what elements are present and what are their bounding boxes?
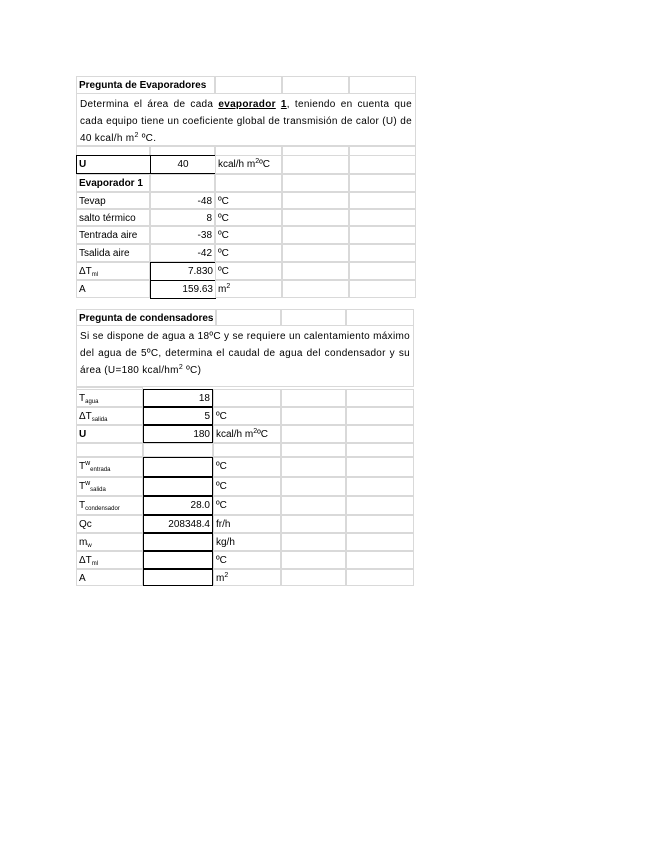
empty-cell[interactable]: [346, 389, 414, 407]
question-number: 1: [280, 99, 287, 110]
tw-salida-label: T: [79, 481, 86, 492]
empty-cell[interactable]: [281, 477, 346, 496]
empty-cell[interactable]: [213, 443, 281, 457]
cond-u-unit: kcal/h m: [216, 429, 254, 440]
empty-cell[interactable]: [349, 262, 416, 280]
tagua-subscript: agua: [85, 399, 99, 405]
tw-entrada-unit-cell[interactable]: [213, 457, 281, 477]
empty-cell[interactable]: [281, 457, 346, 477]
u-unit-end: ºC: [259, 159, 271, 170]
empty-cell[interactable]: [282, 226, 349, 244]
dtsalida-value: 5: [204, 411, 210, 422]
empty-cell[interactable]: [281, 496, 346, 515]
empty-cell[interactable]: [346, 425, 414, 443]
area-unit: m: [218, 284, 227, 295]
empty-cell[interactable]: [282, 192, 349, 209]
evaporador-1-cell[interactable]: [76, 174, 150, 192]
tentrada-unit: ºC: [218, 230, 229, 241]
mw-unit-cell[interactable]: [213, 533, 281, 551]
dtml-unit: ºC: [218, 266, 229, 277]
dtml-unit-cell[interactable]: [215, 262, 282, 280]
u-unit: kcal/h m: [218, 159, 256, 170]
tagua-label-cell[interactable]: [76, 389, 143, 407]
tw-entrada-label-cell[interactable]: [76, 457, 143, 477]
cond-u-unit-exponent: 2: [253, 428, 258, 435]
qc-label: Qc: [79, 519, 92, 530]
dtml-label: ΔT: [79, 266, 92, 277]
cond-dtml-unit: ºC: [216, 555, 227, 566]
mw-value-cell[interactable]: [143, 533, 213, 551]
tsalida-unit: ºC: [218, 248, 229, 259]
empty-cell[interactable]: [349, 155, 416, 174]
tw-entrada-unit: ºC: [216, 461, 227, 472]
cond-u-label: U: [79, 429, 87, 440]
tw-entrada-value-cell[interactable]: [143, 457, 213, 477]
empty-cell[interactable]: [346, 309, 414, 326]
empty-cell[interactable]: [282, 174, 349, 192]
empty-cell[interactable]: [349, 174, 416, 192]
salto-unit-cell[interactable]: [215, 209, 282, 226]
empty-cell[interactable]: [346, 443, 414, 457]
tcond-unit-cell[interactable]: [213, 496, 281, 515]
empty-cell[interactable]: [346, 457, 414, 477]
cond-dtml-subscript: ml: [91, 561, 99, 567]
qc-unit: fr/h: [216, 519, 231, 530]
cond-dtml-label-cell[interactable]: [76, 551, 143, 569]
empty-cell[interactable]: [143, 443, 213, 457]
question-text: Determina el área de cada: [80, 99, 219, 110]
tw-entrada-label: T: [79, 461, 86, 472]
dtsalida-unit: ºC: [216, 411, 227, 422]
tentrada-label-cell[interactable]: [76, 226, 150, 244]
cond-u-unit-cell[interactable]: [213, 425, 281, 443]
tevap-label-cell[interactable]: [76, 192, 150, 209]
empty-cell[interactable]: [349, 209, 416, 226]
cond-area-unit-exponent: 2: [224, 572, 229, 579]
dtml-subscript: ml: [91, 272, 99, 278]
salto-label-cell[interactable]: [76, 209, 150, 226]
tcond-value-cell[interactable]: [143, 496, 213, 515]
empty-cell[interactable]: [281, 425, 346, 443]
tsalida-label: Tsalida aire: [79, 248, 130, 259]
question-text-end: ºC): [183, 365, 202, 376]
evaporador-1-title: Evaporador 1: [79, 178, 143, 189]
area-unit-cell[interactable]: [215, 280, 282, 298]
empty-cell[interactable]: [346, 477, 414, 496]
tw-salida-unit: ºC: [216, 481, 227, 492]
empty-cell[interactable]: [281, 407, 346, 425]
tevap-label: Tevap: [79, 196, 106, 207]
empty-cell[interactable]: [281, 551, 346, 569]
question-exponent: 2: [178, 364, 184, 371]
area-label-cell[interactable]: [76, 280, 150, 298]
tw-salida-subscript: salida: [90, 487, 106, 493]
cond-area-unit: m: [216, 573, 225, 584]
tw-salida-superscript: w: [85, 480, 91, 487]
condensadores-title: Pregunta de condensadores: [79, 313, 214, 324]
cond-area-label-cell[interactable]: [76, 569, 143, 586]
tcond-value: 28.0: [190, 500, 210, 511]
cond-dtml-unit-cell[interactable]: [213, 551, 281, 569]
area-label: A: [79, 284, 86, 295]
question-keyword: evaporador: [218, 99, 276, 110]
tsalida-unit-cell[interactable]: [215, 244, 282, 262]
salto-value: 8: [206, 213, 212, 224]
empty-cell[interactable]: [281, 443, 346, 457]
mw-label: m: [79, 537, 88, 548]
cond-area-unit-cell[interactable]: [213, 569, 281, 586]
tevap-unit: ºC: [218, 196, 229, 207]
cond-area-label: A: [79, 573, 86, 584]
tw-entrada-subscript: entrada: [90, 467, 111, 473]
empty-cell[interactable]: [349, 192, 416, 209]
tagua-value-cell[interactable]: [143, 389, 213, 407]
dtsalida-subscript: salida: [91, 417, 108, 423]
area-unit-exponent: 2: [226, 283, 231, 290]
empty-cell[interactable]: [346, 407, 414, 425]
empty-cell[interactable]: [215, 76, 282, 94]
empty-cell[interactable]: [150, 174, 215, 192]
empty-cell[interactable]: [349, 244, 416, 262]
tsalida-value: -42: [197, 248, 212, 259]
empty-cell[interactable]: [281, 389, 346, 407]
tevap-value-cell[interactable]: [150, 192, 215, 209]
empty-cell[interactable]: [281, 515, 346, 533]
empty-cell[interactable]: [76, 443, 143, 457]
tevap-value: -48: [197, 196, 212, 207]
u-value-cell[interactable]: [150, 155, 216, 174]
u-value: 40: [177, 159, 189, 170]
cond-dtml-label: ΔT: [79, 555, 92, 566]
u-label: U: [79, 159, 87, 170]
cond-area-value-cell[interactable]: [143, 569, 213, 586]
dtsalida-value-cell[interactable]: [143, 407, 213, 425]
empty-cell[interactable]: [215, 174, 282, 192]
question-text-end: ºC.: [138, 133, 157, 144]
question-text: Si se dispone de agua a 18ºC y se requiere un calentamiento máximo del agua de 5ºC, determina el caudal de agua del condensador y su área (U=180 kcal/hm: [80, 331, 410, 376]
area-value: 159.63: [182, 284, 213, 295]
empty-cell[interactable]: [282, 262, 349, 280]
tsalida-label-cell[interactable]: [76, 244, 150, 262]
condensadores-question-cell[interactable]: [76, 325, 414, 387]
empty-cell[interactable]: [346, 569, 414, 586]
u-unit-exponent: 2: [255, 158, 260, 165]
salto-value-cell[interactable]: [150, 209, 215, 226]
cond-dtml-value-cell[interactable]: [143, 551, 213, 569]
empty-cell[interactable]: [346, 533, 414, 551]
empty-cell[interactable]: [349, 226, 416, 244]
evaporadores-question-cell[interactable]: [76, 93, 416, 146]
tentrada-value: -38: [197, 230, 212, 241]
dtml-value: 7.830: [187, 266, 213, 277]
dtsalida-unit-cell[interactable]: [213, 407, 281, 425]
area-value-cell[interactable]: [150, 280, 216, 299]
tw-salida-value-cell[interactable]: [143, 477, 213, 496]
u-label-cell[interactable]: [76, 155, 151, 174]
empty-cell[interactable]: [213, 389, 281, 407]
cond-u-value-cell[interactable]: [143, 425, 213, 443]
empty-cell[interactable]: [282, 209, 349, 226]
tentrada-label: Tentrada aire: [79, 230, 138, 241]
mw-subscript: w: [87, 543, 92, 549]
empty-cell[interactable]: [282, 280, 349, 298]
empty-cell[interactable]: [346, 496, 414, 515]
empty-cell[interactable]: [216, 309, 281, 326]
tsalida-value-cell[interactable]: [150, 244, 215, 262]
tevap-unit-cell[interactable]: [215, 192, 282, 209]
condensadores-title-cell[interactable]: [76, 309, 216, 326]
cond-u-label-cell[interactable]: [76, 425, 143, 443]
empty-cell[interactable]: [349, 76, 416, 94]
tw-salida-unit-cell[interactable]: [213, 477, 281, 496]
empty-cell[interactable]: [282, 76, 349, 94]
tcond-unit: ºC: [216, 500, 227, 511]
dtml-value-cell[interactable]: [150, 262, 216, 281]
empty-cell[interactable]: [281, 533, 346, 551]
tentrada-value-cell[interactable]: [150, 226, 215, 244]
qc-value-cell[interactable]: [143, 515, 213, 533]
dtml-label-cell[interactable]: [76, 262, 150, 280]
salto-unit: ºC: [218, 213, 229, 224]
qc-label-cell[interactable]: [76, 515, 143, 533]
qc-unit-cell[interactable]: [213, 515, 281, 533]
tcond-label-cell[interactable]: [76, 496, 143, 515]
empty-cell[interactable]: [282, 155, 349, 174]
tcond-label: T: [79, 500, 86, 511]
tw-salida-label-cell[interactable]: [76, 477, 143, 496]
cond-u-value: 180: [193, 429, 210, 440]
empty-cell[interactable]: [281, 569, 346, 586]
evaporadores-title-cell[interactable]: [76, 76, 215, 94]
u-unit-cell[interactable]: [215, 155, 282, 174]
question-exponent: 2: [134, 132, 139, 139]
empty-cell[interactable]: [282, 244, 349, 262]
salto-label: salto térmico: [79, 213, 136, 224]
empty-cell[interactable]: [349, 280, 416, 298]
tcond-subscript: condensador: [85, 506, 120, 512]
dtsalida-label: ΔT: [79, 411, 92, 422]
tentrada-unit-cell[interactable]: [215, 226, 282, 244]
tw-entrada-superscript: w: [85, 460, 91, 467]
empty-cell[interactable]: [346, 515, 414, 533]
mw-label-cell[interactable]: [76, 533, 143, 551]
empty-cell[interactable]: [346, 551, 414, 569]
cond-u-unit-end: ºC: [257, 429, 269, 440]
qc-value: 208348.4: [168, 519, 210, 530]
tagua-label: T: [79, 393, 86, 404]
evaporadores-title: Pregunta de Evaporadores: [79, 80, 207, 91]
mw-unit: kg/h: [216, 537, 235, 548]
dtsalida-label-cell[interactable]: [76, 407, 143, 425]
question-text-cont: , teniendo en cuenta que cada equipo tiene un coeficiente global de transmisión de calor (U) de 40 kcal/h m: [80, 99, 412, 144]
tagua-value: 18: [198, 393, 210, 404]
empty-cell[interactable]: [281, 309, 346, 326]
